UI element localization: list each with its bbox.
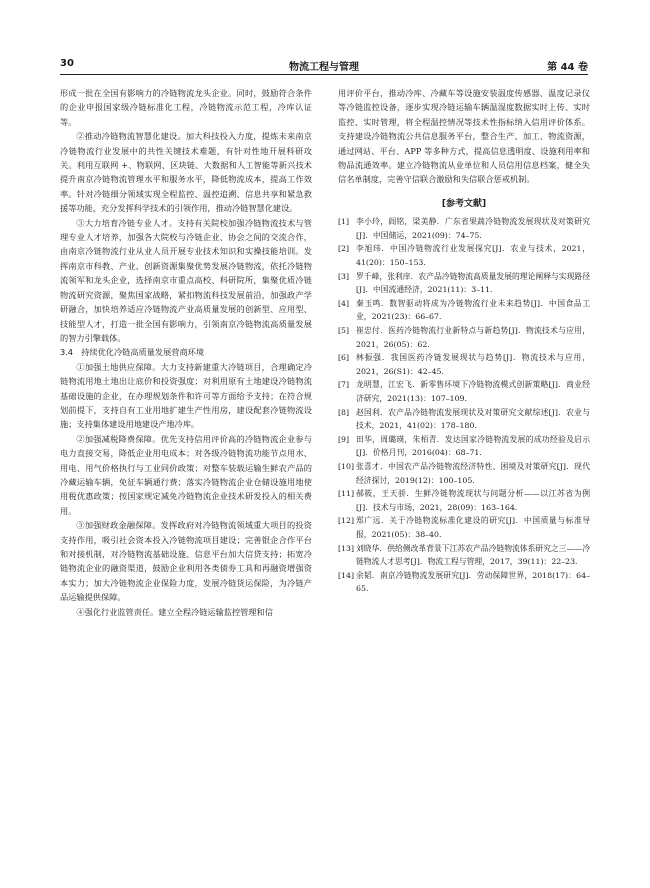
- reference-item: [338, 378, 590, 405]
- reference-text: 罗千峰，张利庠．农产品冷链物流高质量发展的理论阐释与实现路径[J]．中国流通经济，2021(11)：3–11.: [356, 271, 590, 295]
- body-paragraph: ②加强减税降费保障。优先支持信用评价高的冷链物流企业参与电力直接交易，降低企业用电成本；对各级冷链物流功能节点用水、用电、用气价格执行与工业同价政策；对整车装载运输生鲜农产品的冷藏运输车辆，免征车辆通行费；落实冷链物流企业仓储设施用地使用税优惠政策；按国家规定减免冷链物流企业技术研发投入的相关费用。: [60, 433, 312, 516]
- reference-number: [2]: [338, 244, 350, 254]
- reference-item: [338, 215, 590, 242]
- body-paragraph: 形成一批在全国有影响力的冷链物流龙头企业。同时，鼓励符合条件的企业申报国家级冷链标准化工程，冷链物流示范工程，冷库认证等。: [60, 88, 312, 127]
- reference-item: [338, 242, 590, 269]
- reference-number: [12]: [338, 516, 355, 526]
- reference-text: 赵国利．农产品冷链物流发展现状及对策研究文献综述[J]．农业与技术，2021，41(02)：178–180.: [356, 407, 590, 431]
- reference-text: 李小玲，阎铭，梁美静．广东省果蔬冷链物流发展现状及对策研究[J]．中国储运，2021(09)：74–75.: [356, 217, 590, 240]
- right-paragraphs: [338, 86, 590, 187]
- body-paragraph: ③大力培育冷链专业人才。支持有关院校加强冷链物流技术与管理专业人才培养，加强各大院校与冷链企业、协会之间的交流合作，由南京冷链物流行业从业人员开展专业技术知识和实操技能培训。发挥南京市科教、产业、创新资源集聚优势发展冷链物流，依托冷链物流领军和龙头企业，选择南京市重点高校、科研院所，集聚优质冷链物流研究资源，聚焦国家战略，紧扣物流科技发展前沿，加强政产学研融合，加快培养适应冷链物流产业高质量发展的创新型、应用型、技能型人才，打造一批全国有影响力，引领南京冷链物流高质量发展的智力引擎载体。: [60, 217, 312, 343]
- reference-list: [338, 215, 590, 596]
- reference-number: [13]: [338, 543, 355, 553]
- reference-item: [338, 514, 590, 541]
- reference-number: [14]: [338, 570, 355, 580]
- reference-number: [8]: [338, 407, 350, 417]
- reference-text: 刘晓华．供给侧改革背景下江苏农产品冷链物流体系研究之三——冷链物流人才思考[J]．物流工程与管理，2017，39(11)：22–23.: [356, 543, 590, 567]
- body-paragraph: ④强化行业监管责任。建立全程冷链运输监控管理和信: [76, 606, 273, 617]
- left-column: [60, 86, 312, 619]
- right-column: [338, 86, 590, 596]
- journal-title: 物流工程与管理: [289, 62, 359, 73]
- reference-item: [338, 433, 590, 460]
- reference-item: [338, 297, 590, 324]
- volume-label: 第 44 卷: [547, 62, 588, 73]
- reference-item: [338, 542, 590, 569]
- reference-number: [11]: [338, 489, 355, 499]
- page-number: 30: [60, 58, 74, 69]
- reference-item: [338, 487, 590, 514]
- reference-number: [4]: [338, 298, 350, 308]
- reference-text: 秦玉鸣．数智驱动将成为冷链物流行业未来趋势[J]．中国食品工业，2021(23)：66–67.: [356, 298, 590, 322]
- reference-text: 张喜才．中国农产品冷链物流经济特性、困境及对策研究[J]．现代经济探讨，2019(12)：100–105.: [356, 461, 590, 485]
- reference-item: [338, 460, 590, 487]
- reference-number: [1]: [338, 217, 350, 227]
- reference-text: 崔忠付．医药冷链物流行业新特点与新趋势[J]．物流技术与应用，2021，26(05)：62.: [356, 326, 590, 349]
- reference-item: [338, 406, 590, 433]
- references-title: [参考文献]: [441, 198, 487, 209]
- reference-text: 郝筱，王天骄．生鲜冷链物流现状与问题分析——以江苏省为例[J]．技术与市场，2021，28(09)：163–164.: [356, 489, 590, 512]
- page-header: [60, 56, 588, 72]
- reference-item: [338, 351, 590, 378]
- reference-text: 龙明慧，江宏飞．新零售环境下冷链物流模式创新策略[J]．商业经济研究，2021(13)：107–109.: [356, 380, 590, 403]
- reference-number: [3]: [338, 271, 350, 281]
- reference-text: 李旭玮．中国冷链物流行业发展探究[J]．农业与技术，2021，41(20)：150–153.: [356, 244, 590, 268]
- reference-number: [7]: [338, 380, 350, 390]
- body-paragraph: 用评价平台，推动冷库、冷藏车等设施安装温度传感器、温度记录仪等冷链监控设备，逐步实现冷链运输车辆温湿度数据实时上传、实时监控、实时管理，将全程温控情况等技术性指标纳入信用评价体系。支持建设冷链物流公共信息服务平台，整合生产、加工、物流资源，通过网站、平台、APP 等多种方式，提高信息透明度、设施利用率和物品流通效率。建立冷链物流从业单位和人员信用信息档案，健全失信名单制度，完善守信联合激励和失信联合惩戒机制。: [338, 88, 590, 185]
- reference-item: [338, 270, 590, 297]
- header-rule: [60, 74, 588, 75]
- body-paragraph: ②推动冷链物流智慧化建设。加大科技投入力度，提炼未来南京冷链物流行业发展中的共性关键技术难题，有针对性地开展科研攻关。利用互联网 +、物联网、区块链、大数据和人工智能等新兴技术提升南京冷链物流管理水平和服务水平，降低物流成本，提高工作效率。针对冷链细分领域实现全程监控、温控追溯、信息共享和紧急救援等功能，充分发挥科学技术的引领作用，推动冷链智慧化建设。: [60, 131, 312, 214]
- section-heading: 3.4 持续优化冷链高质量发展营商环境: [60, 347, 205, 358]
- reference-item: [338, 324, 590, 351]
- reference-number: [9]: [338, 434, 350, 444]
- reference-text: 林振强．我国医药冷链发展现状与趋势[J]．物流技术与应用，2021，26(S1)：42–45.: [356, 353, 590, 376]
- reference-text: 余韬．南京冷链物流发展研究[J]．劳动保障世界，2018(17)：64–65.: [356, 570, 590, 594]
- reference-text: 田华，周璐瑛，朱栢青．发达国家冷链物流发展的成功经验及启示[J]．价格月刊，2016(04)：68–71.: [356, 434, 590, 458]
- body-paragraph: ③加强财政金融保障。发挥政府对冷链物流领域重大项目的投资支持作用，吸引社会资本投入冷链物流项目建设；完善银企合作平台和对接机制，对冷链物流基础设施、信息平台加大信贷支持；拓宽冷链物流企业的融资渠道，鼓励企业利用各类债券工具和再融资增强资本实力；加大冷链物流企业保险力度，发展冷链货运保险，为冷链产品运输提供保障。: [60, 520, 312, 603]
- reference-item: [338, 569, 590, 596]
- reference-number: [10]: [338, 461, 355, 471]
- reference-number: [6]: [338, 353, 350, 363]
- reference-number: [5]: [338, 326, 350, 335]
- body-paragraph: ①加强土地供应保障。大力支持新建重大冷链项目，合理确定冷链物流用地土地出让底价和投资强度；对利用原有土地建设冷链物流基础设施的企业，在办理规划条件和许可等方面给予支持；在符合规划前提下，支持自有工业用地扩建生产性用房，建设配套冷链物流设施；支持集体建设用地建设产地冷库。: [60, 361, 312, 430]
- reference-text: 郑广远．关于冷链物流标准化建设的研究[J]．中国质量与标准导报，2021(05)：38–40.: [356, 516, 590, 539]
